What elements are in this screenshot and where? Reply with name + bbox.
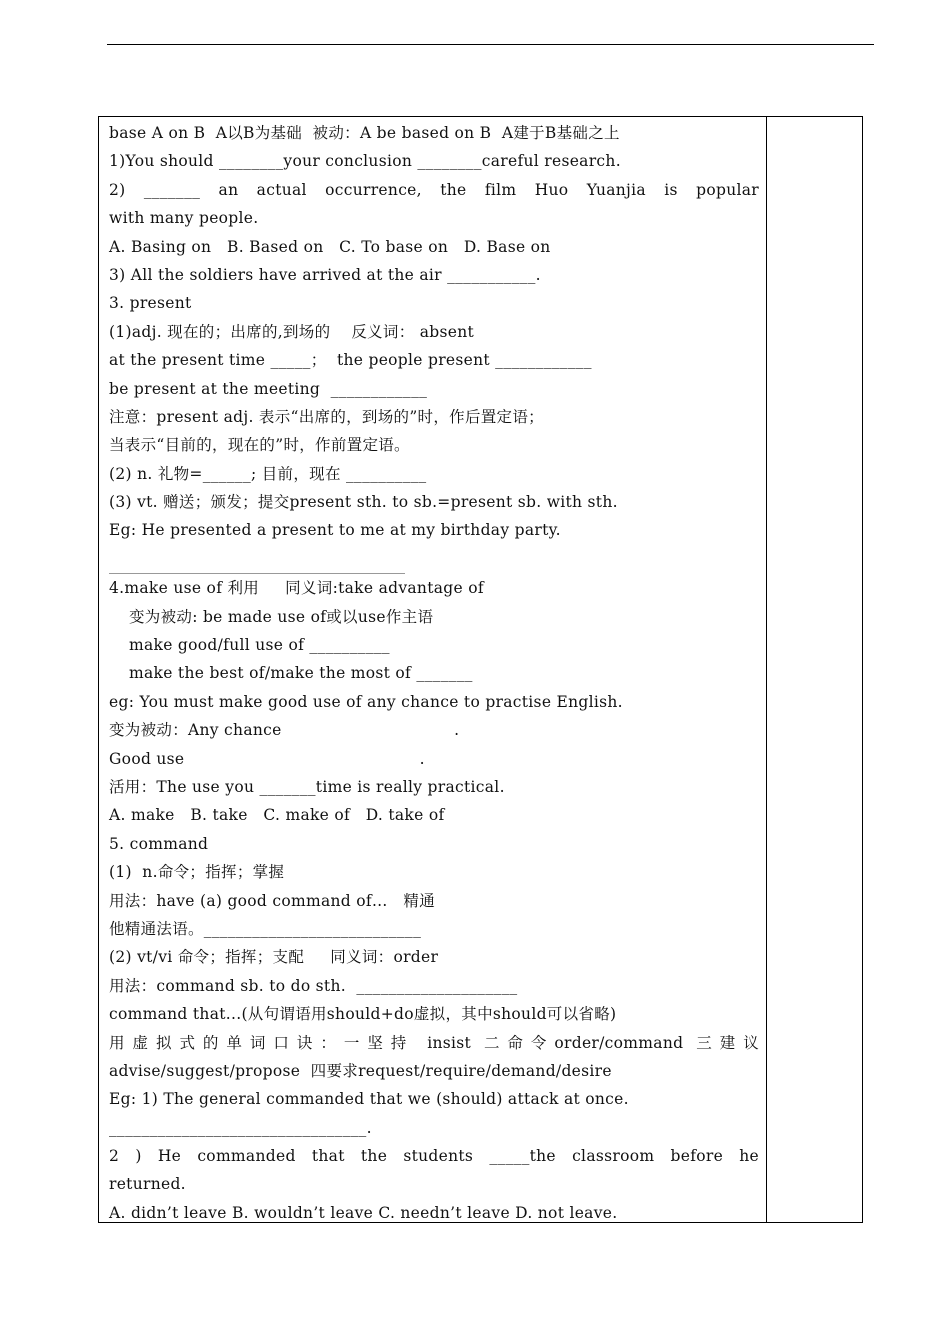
- text-line: 变为被动: be made use of或以use作主语: [129, 607, 434, 626]
- notes-column-divider: [766, 117, 767, 1222]
- text-line: 他精通法语。___________________________: [109, 919, 422, 938]
- text-line: 活用：The use you _______time is really practical.: [109, 777, 505, 796]
- text-line: at the present time _____； the people present ____________: [109, 351, 592, 370]
- text-line: 变为被动：Any chance .: [109, 721, 460, 740]
- text-line: returned.: [109, 1175, 186, 1194]
- text-line: advise/suggest/propose 四要求request/require/demand/desire: [109, 1061, 612, 1080]
- text-line: 3) All the soldiers have arrived at the air ___________.: [109, 265, 541, 284]
- text-line: eg: You must make good use of any chance to practise English.: [109, 692, 623, 711]
- text-line: A. didn’t leave B. wouldn’t leave C. needn’t leave D. not leave.: [109, 1203, 618, 1222]
- text-line: make the best of/make the most of _______: [129, 664, 473, 683]
- text-line: with many people.: [109, 209, 259, 228]
- answer-blank-line: [109, 545, 405, 574]
- text-line: command that...(从句谓语用should+do虚拟，其中should可以省略): [109, 1005, 617, 1024]
- text-line: 2) _______ an actual occurrence, the film Huo Yuanjia is popular: [109, 180, 759, 199]
- text-line: (1)adj. 现在的；出席的,到场的 反义词： absent: [109, 322, 475, 341]
- worksheet-table: [98, 116, 863, 1223]
- text-line: 2 ) He commanded that the students _____the classroom before he: [109, 1147, 759, 1166]
- text-line: ________________________________.: [109, 1118, 372, 1137]
- section-heading: 4.make use of 利用 同义词:take advantage of: [109, 579, 484, 598]
- header-rule: [107, 44, 874, 45]
- text-line: A. Basing on B. Based on C. To base on D. Base on: [109, 237, 551, 256]
- text-line: (3) vt. 赠送；颁发；提交present sth. to sb.=present sb. with sth.: [109, 493, 618, 512]
- text-line: 用法：have (a) good command of… 精通: [109, 891, 436, 910]
- text-line: make good/full use of __________: [129, 636, 390, 655]
- text-line: base A on B A以B为基础 被动：A be based on B A建于B基础之上: [109, 124, 620, 142]
- text-line: (1) n.命令；指挥；掌握: [109, 863, 285, 882]
- text-line: A. make B. take C. make of D. take of: [109, 806, 445, 825]
- text-line: Eg: He presented a present to me at my birthday party.: [109, 521, 561, 540]
- text-line: 注意：present adj. 表示“出席的，到场的”时，作后置定语；: [109, 407, 544, 426]
- text-line: be present at the meeting ____________: [109, 379, 428, 398]
- section-heading: 3. present: [109, 294, 192, 313]
- text-line: 用法：command sb. to do sth. ____________________: [109, 976, 518, 995]
- worksheet-content: [109, 119, 759, 1227]
- section-heading: 5. command: [109, 834, 209, 853]
- text-line: Good use .: [109, 749, 425, 768]
- text-line: Eg: 1) The general commanded that we (should) attack at once.: [109, 1090, 629, 1109]
- text-line: 1)You should ________your conclusion ________careful research.: [109, 152, 621, 171]
- text-line: (2) vt/vi 命令；指挥；支配 同义词：order: [109, 948, 439, 967]
- text-line: 当表示“目前的，现在的”时，作前置定语。: [109, 436, 410, 455]
- text-line: 用虚拟式的单词口诀：一坚持 insist 二命令order/command 三建议: [109, 1033, 759, 1052]
- text-line: (2) n. 礼物=______; 目前，现在 __________: [109, 464, 427, 483]
